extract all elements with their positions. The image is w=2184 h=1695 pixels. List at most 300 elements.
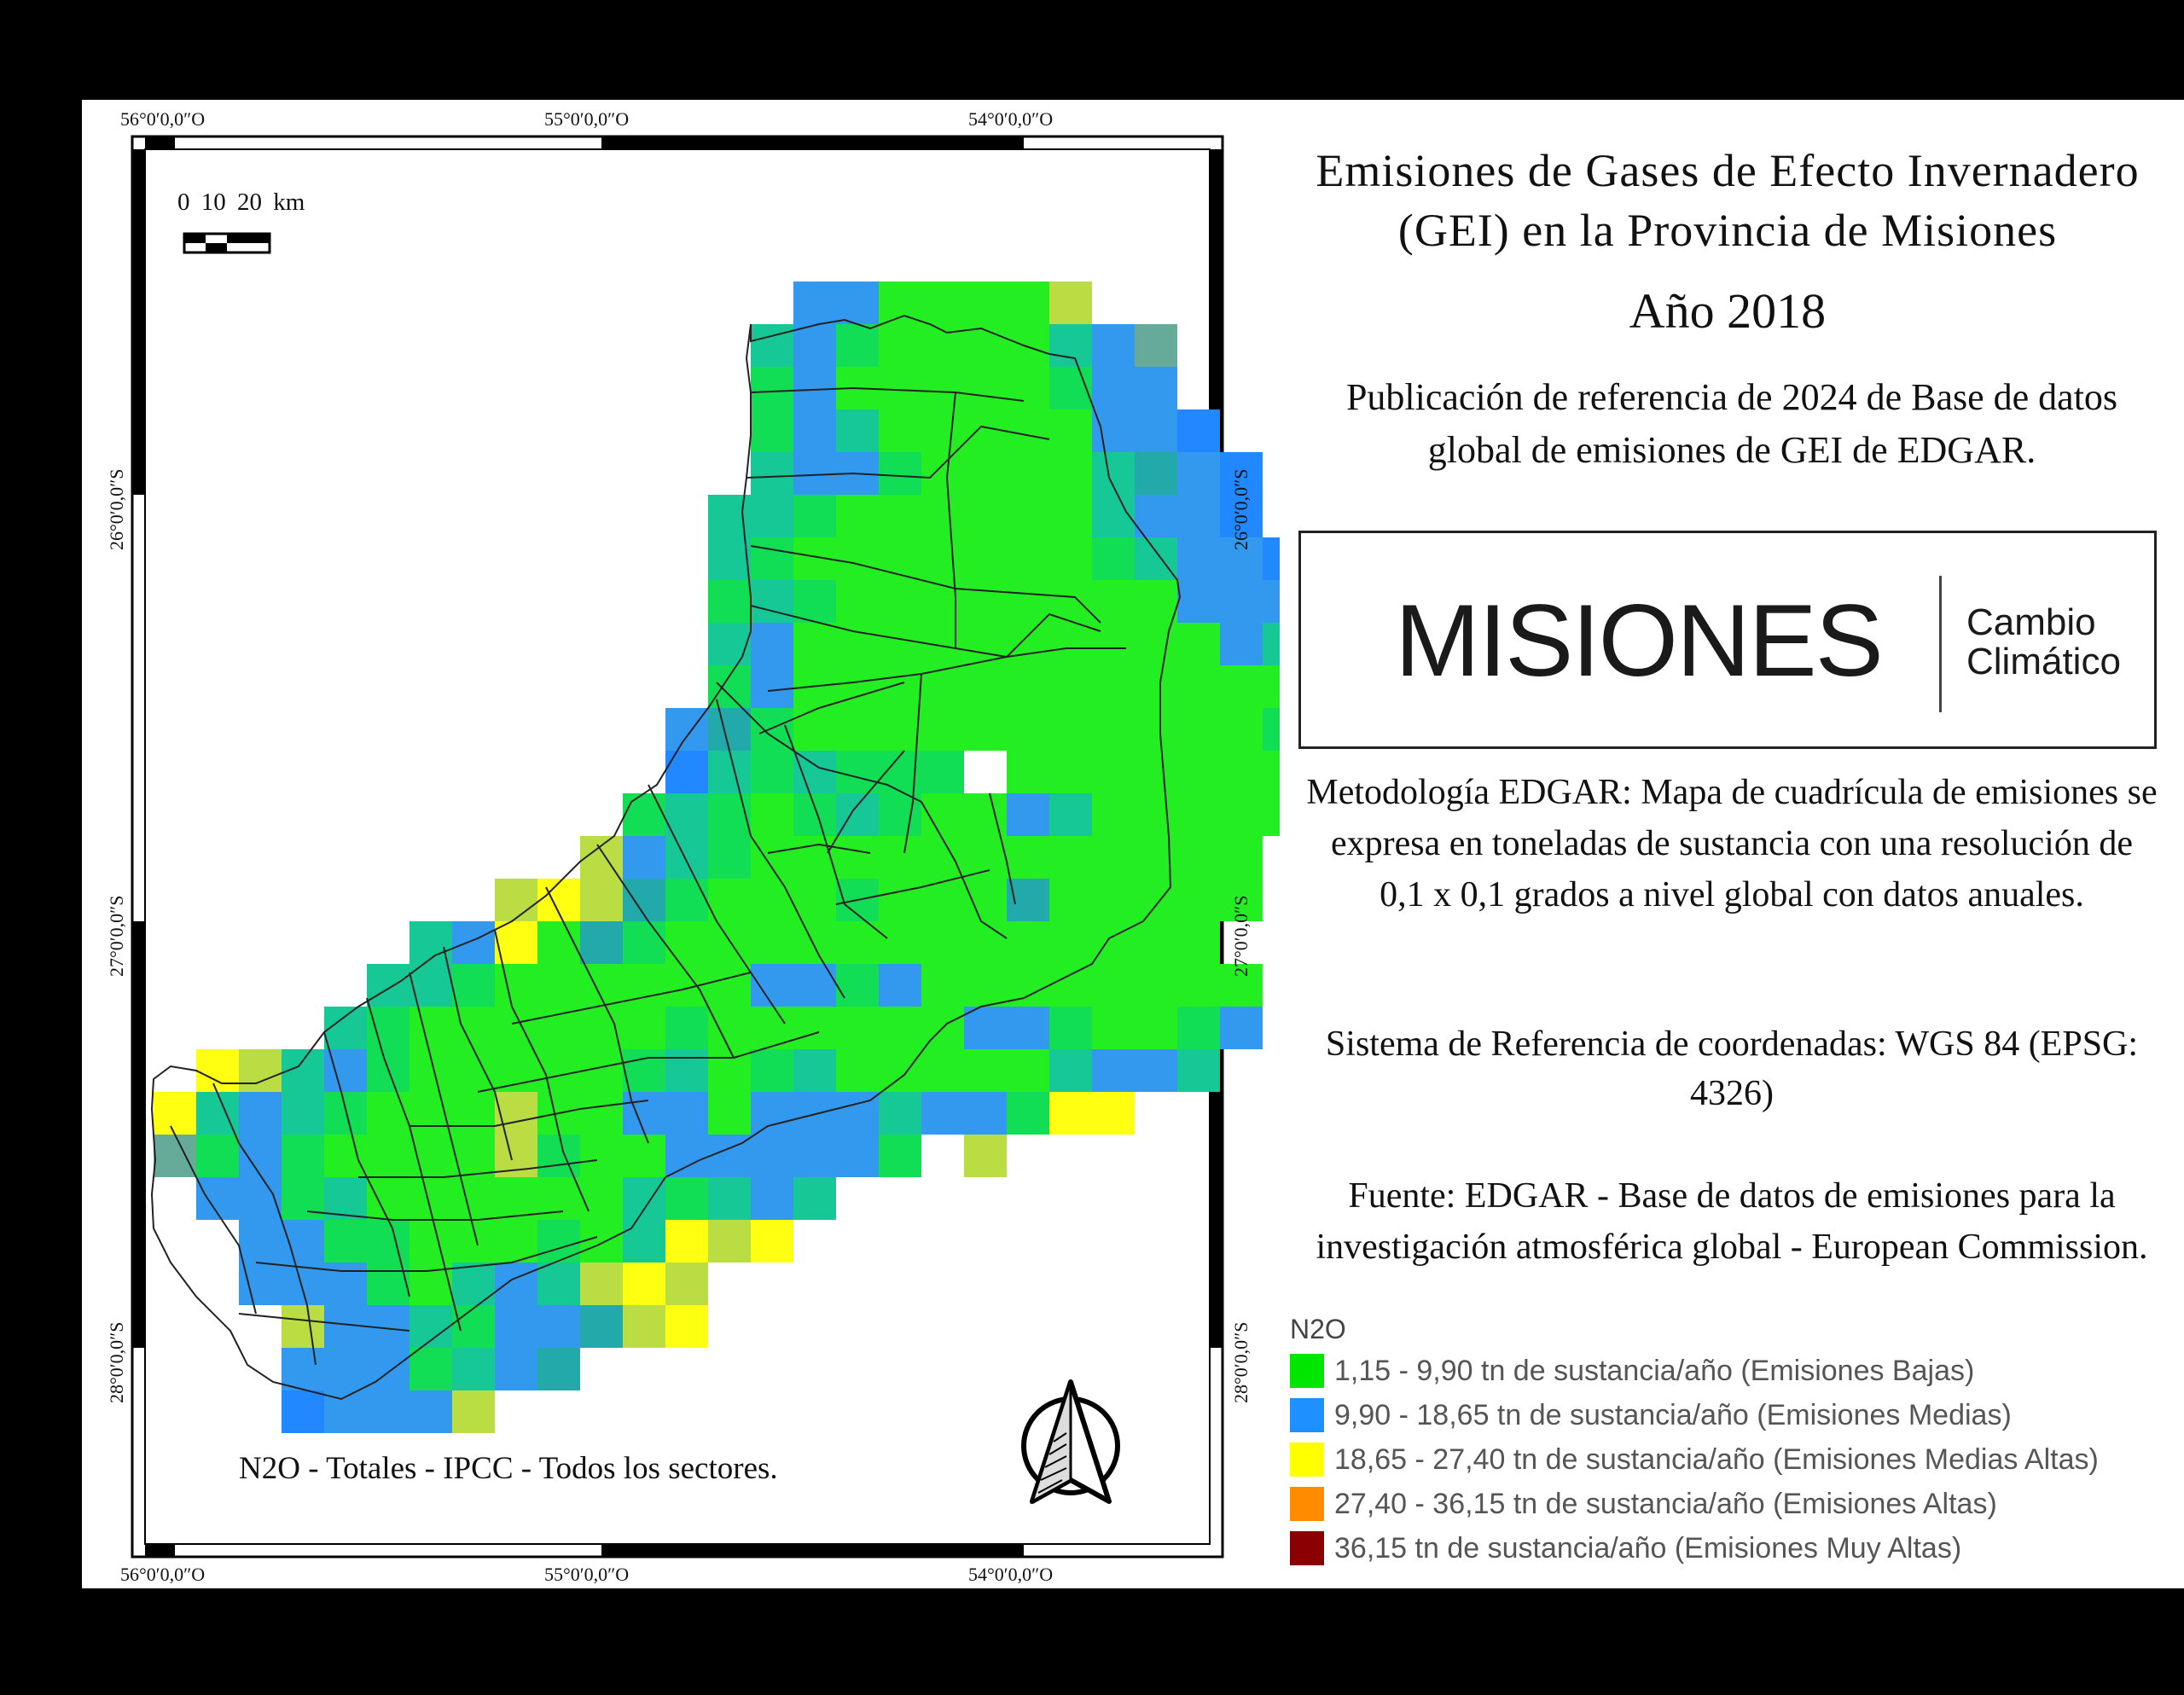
grid-cell xyxy=(580,1007,623,1049)
grid-cell xyxy=(1049,623,1092,665)
grid-cell xyxy=(879,793,921,836)
grid-cell xyxy=(964,452,1007,495)
right-lat-label-3: 28°0′0,0″S xyxy=(1230,1321,1252,1403)
logo-separator xyxy=(1939,576,1942,712)
grid-cell xyxy=(1092,580,1135,623)
grid-cell xyxy=(1135,623,1177,665)
grid-cell xyxy=(1220,580,1263,623)
grid-cell xyxy=(964,879,1007,921)
grid-cell xyxy=(1177,1049,1220,1092)
grid-cell xyxy=(282,1135,324,1177)
grid-cell xyxy=(1092,623,1135,665)
grid-cell xyxy=(921,1092,964,1135)
grid-cell xyxy=(1092,409,1135,452)
grid-cell xyxy=(623,1305,665,1348)
grid-cell xyxy=(879,964,921,1007)
grid-cell xyxy=(708,580,751,623)
grid-cell xyxy=(1263,623,1280,665)
grid-cell xyxy=(964,921,1007,964)
grid-cell xyxy=(751,623,793,665)
grid-cell xyxy=(1135,751,1177,793)
grid-cell xyxy=(879,836,921,879)
grid-cell xyxy=(751,1177,793,1220)
grid-cell xyxy=(1092,324,1135,367)
scale-bar xyxy=(184,234,270,253)
grid-cell xyxy=(665,708,708,751)
grid-cell xyxy=(282,1177,324,1220)
grid-cell xyxy=(751,836,793,879)
grid-cell xyxy=(964,793,1007,836)
grid-cell xyxy=(665,1135,708,1177)
grid-cell xyxy=(964,367,1007,409)
grid-cell xyxy=(367,1092,410,1135)
grid-cell xyxy=(1263,793,1280,836)
grid-cell xyxy=(410,1092,452,1135)
grid-cell xyxy=(836,537,879,580)
grid-cell xyxy=(921,751,964,793)
grid-cell xyxy=(1092,1092,1135,1135)
grid-cell xyxy=(537,879,580,921)
grid-cell xyxy=(708,836,751,879)
grid-cell xyxy=(665,879,708,921)
legend-title: N2O xyxy=(1290,1314,1346,1344)
grid-cell xyxy=(879,1135,921,1177)
grid-cell xyxy=(324,1220,367,1263)
grid-cell xyxy=(1092,708,1135,751)
grid-cell xyxy=(1049,964,1092,1007)
grid-cell xyxy=(1092,793,1135,836)
bottom-lon-label-3: 54°0′0,0″O xyxy=(968,1564,1054,1585)
grid-cell xyxy=(1135,793,1177,836)
grid-cell xyxy=(879,409,921,452)
grid-cell xyxy=(665,1177,708,1220)
grid-cell xyxy=(793,1177,836,1220)
grid-cell xyxy=(751,921,793,964)
source-text: Fuente: EDGAR - Base de datos de emisiones para la investigación atmosférica global - European Commission. xyxy=(1316,1176,2148,1267)
grid-cell xyxy=(1007,580,1049,623)
grid-cell xyxy=(1049,1092,1092,1135)
grid-cell xyxy=(1135,580,1177,623)
grid-cell xyxy=(964,537,1007,580)
logo-subtitle xyxy=(1966,603,2121,682)
grid-cell xyxy=(623,921,665,964)
grid-cell xyxy=(1177,793,1220,836)
grid-cell xyxy=(452,921,495,964)
grid-cell xyxy=(964,836,1007,879)
grid-cell xyxy=(580,1135,623,1177)
grid-cell xyxy=(282,1305,324,1348)
grid-cell xyxy=(708,751,751,793)
grid-cell xyxy=(1049,1007,1092,1049)
grid-cell xyxy=(708,964,751,1007)
legend-item-high xyxy=(1290,1482,2099,1526)
grid-cell xyxy=(751,452,793,495)
grid-cell xyxy=(751,1135,793,1177)
grid-cell xyxy=(1135,665,1177,708)
grid-cell xyxy=(1092,751,1135,793)
legend-item-low xyxy=(1290,1349,2099,1393)
grid-cell xyxy=(793,282,836,324)
top-lon-label-2: 55°0′0,0″O xyxy=(544,108,630,130)
grid-cell xyxy=(751,964,793,1007)
grid-cell xyxy=(452,1305,495,1348)
grid-cell xyxy=(239,1049,282,1092)
grid-cell xyxy=(1007,1007,1049,1049)
crs-text: Sistema de Referencia de coordenadas: WGS 84 (EPSG: 4326) xyxy=(1325,1025,2139,1113)
grid-cell xyxy=(921,495,964,537)
legend-item-medium-high xyxy=(1290,1437,2099,1482)
grid-cell xyxy=(1177,879,1220,921)
grid-cell xyxy=(708,1049,751,1092)
grid-cell xyxy=(537,964,580,1007)
grid-cell xyxy=(921,580,964,623)
grid-cell xyxy=(1092,665,1135,708)
grid-cell xyxy=(665,1220,708,1263)
grid-cell xyxy=(1135,1007,1177,1049)
map-title: Emisiones de Gases de Efecto Invernadero (GEI) en la Provincia de Misiones xyxy=(1316,145,2140,256)
grid-cell xyxy=(410,1007,452,1049)
publication-note: Publicación de referencia de 2024 de Base de datos global de emisiones de GEI de EDGAR. xyxy=(1345,376,2118,471)
legend xyxy=(1290,1314,2099,1570)
grid-cell xyxy=(708,708,751,751)
grid-cell xyxy=(793,921,836,964)
grid-cell xyxy=(1007,921,1049,964)
grid-cell xyxy=(1007,324,1049,367)
grid-cell xyxy=(665,1305,708,1348)
grid-cell xyxy=(1049,921,1092,964)
grid-cell xyxy=(1049,1049,1092,1092)
grid-cell xyxy=(324,1135,367,1177)
grid-cell xyxy=(537,1348,580,1390)
grid-cell xyxy=(495,1305,537,1348)
methodology-text: Metodología EDGAR: Mapa de cuadrícula de emisiones se expresa en toneladas de sustancia con una resolución de 0,1 x 0,1 grados a nivel global con datos anuales. xyxy=(1306,773,2158,914)
grid-cell xyxy=(921,921,964,964)
grid-cell xyxy=(623,1135,665,1177)
grid-cell xyxy=(1177,623,1220,665)
top-lon-label-3: 54°0′0,0″O xyxy=(968,108,1054,130)
grid-cell xyxy=(537,1305,580,1348)
grid-cell xyxy=(1049,879,1092,921)
grid-cell xyxy=(921,964,964,1007)
grid-cell xyxy=(751,1220,793,1263)
logo-subtitle-line-1: Cambio xyxy=(1966,601,2096,643)
grid-cell xyxy=(324,1092,367,1135)
grid-cell xyxy=(836,1049,879,1092)
grid-cell xyxy=(1007,409,1049,452)
scale-bar-label: 0 10 20 km xyxy=(177,189,305,216)
grid-cell xyxy=(1177,537,1220,580)
grid-cell xyxy=(793,367,836,409)
grid-cell xyxy=(623,793,665,836)
grid-cell xyxy=(665,1263,708,1305)
grid-cell xyxy=(1007,1092,1049,1135)
grid-cell xyxy=(580,1263,623,1305)
grid-cell xyxy=(410,1390,452,1433)
legend-swatch xyxy=(1290,1442,1324,1477)
grid-cell xyxy=(793,324,836,367)
grid-cell xyxy=(751,665,793,708)
grid-cell xyxy=(1007,879,1049,921)
misiones-logo xyxy=(1298,531,2157,749)
logo-subtitle-line-2: Climático xyxy=(1966,641,2121,682)
grid-cell xyxy=(452,1390,495,1433)
grid-cell xyxy=(793,495,836,537)
grid-cell xyxy=(1007,282,1049,324)
legend-label: 18,65 - 27,40 tn de sustancia/año (Emisiones Medias Altas) xyxy=(1334,1442,2099,1476)
grid-cell xyxy=(793,793,836,836)
grid-cell xyxy=(665,836,708,879)
grid-cell xyxy=(410,1220,452,1263)
grid-cell xyxy=(751,537,793,580)
grid-cell xyxy=(1007,537,1049,580)
grid-cell xyxy=(708,1007,751,1049)
grid-cell xyxy=(1007,793,1049,836)
grid-cell xyxy=(836,282,879,324)
grid-cell xyxy=(580,1092,623,1135)
grid-cell xyxy=(751,324,793,367)
grid-cell xyxy=(836,324,879,367)
grid-cell xyxy=(879,495,921,537)
right-lat-label-2: 27°0′0,0″S xyxy=(1230,895,1252,977)
bottom-lon-label-2: 55°0′0,0″O xyxy=(544,1564,630,1585)
grid-cell xyxy=(452,1348,495,1390)
logo-wordmark: MISIONES xyxy=(1395,583,1882,698)
grid-cell xyxy=(879,324,921,367)
grid-cell xyxy=(793,623,836,665)
grid-cell xyxy=(1177,1007,1220,1049)
grid-cell xyxy=(1135,452,1177,495)
grid-cell xyxy=(879,1049,921,1092)
grid-cell xyxy=(367,1220,410,1263)
grid-cell xyxy=(239,1135,282,1177)
grid-cell xyxy=(623,1177,665,1220)
grid-cell xyxy=(1220,623,1263,665)
grid-cell xyxy=(452,1263,495,1305)
grid-cell xyxy=(665,1049,708,1092)
grid-cell xyxy=(1177,836,1220,879)
grid-cell xyxy=(964,495,1007,537)
grid-cell xyxy=(879,921,921,964)
grid-cell xyxy=(1007,623,1049,665)
grid-cell xyxy=(708,623,751,665)
grid-cell xyxy=(623,1049,665,1092)
grid-cell xyxy=(1007,367,1049,409)
grid-cell xyxy=(751,409,793,452)
grid-cell xyxy=(495,1348,537,1390)
top-lon-label-1: 56°0′0,0″O xyxy=(120,108,206,130)
grid-cell xyxy=(1135,324,1177,367)
grid-cell xyxy=(623,836,665,879)
grid-cell xyxy=(793,1092,836,1135)
legend-swatch xyxy=(1290,1487,1324,1521)
map-caption: N2O - Totales - IPCC - Todos los sectores. xyxy=(239,1451,778,1486)
grid-cell xyxy=(751,1092,793,1135)
grid-cell xyxy=(708,793,751,836)
grid-cell xyxy=(1007,495,1049,537)
grid-cell xyxy=(836,921,879,964)
grid-cell xyxy=(495,1007,537,1049)
grid-cell xyxy=(1177,495,1220,537)
grid-cell xyxy=(1135,921,1177,964)
legend-item-very-high xyxy=(1290,1526,2099,1570)
grid-cell xyxy=(793,751,836,793)
grid-cell xyxy=(1220,836,1263,879)
grid-cell xyxy=(580,879,623,921)
grid-cell xyxy=(1135,836,1177,879)
grid-cell xyxy=(367,1007,410,1049)
grid-cell xyxy=(1007,1049,1049,1092)
grid-cell xyxy=(239,1092,282,1135)
grid-cell xyxy=(154,1135,196,1177)
grid-cell xyxy=(964,1049,1007,1092)
grid-cell xyxy=(452,1092,495,1135)
grid-cell xyxy=(1049,324,1092,367)
grid-cell xyxy=(495,879,537,921)
grid-cell xyxy=(708,1220,751,1263)
grid-cell xyxy=(452,1049,495,1092)
grid-cell xyxy=(324,1348,367,1390)
grid-cell xyxy=(367,1390,410,1433)
grid-cell xyxy=(1220,1007,1263,1049)
left-lat-label-2: 27°0′0,0″S xyxy=(106,895,127,977)
grid-cell xyxy=(921,282,964,324)
grid-cell xyxy=(1220,665,1263,708)
grid-cell xyxy=(239,1220,282,1263)
grid-cell xyxy=(921,1049,964,1092)
grid-cell xyxy=(921,537,964,580)
grid-cell xyxy=(879,665,921,708)
grid-cell xyxy=(751,751,793,793)
grid-cell xyxy=(1135,409,1177,452)
grid-cell xyxy=(708,879,751,921)
grid-cell xyxy=(751,879,793,921)
grid-cell xyxy=(921,409,964,452)
grid-cell xyxy=(665,751,708,793)
grid-cell xyxy=(1007,665,1049,708)
grid-cell xyxy=(1092,367,1135,409)
grid-cell xyxy=(1049,495,1092,537)
grid-cell xyxy=(452,964,495,1007)
grid-cell xyxy=(964,665,1007,708)
grid-cell xyxy=(537,1135,580,1177)
grid-cell xyxy=(964,282,1007,324)
grid-cell xyxy=(495,1092,537,1135)
grid-cell xyxy=(1135,537,1177,580)
grid-cell xyxy=(751,580,793,623)
grid-cell xyxy=(282,1348,324,1390)
grid-cell xyxy=(324,1263,367,1305)
grid-cell xyxy=(1263,751,1280,793)
grid-cell xyxy=(1092,964,1135,1007)
grid-cell xyxy=(1092,921,1135,964)
grid-cell xyxy=(282,1390,324,1433)
grid-cell xyxy=(1049,452,1092,495)
grid-cell xyxy=(1049,409,1092,452)
grid-cell xyxy=(879,537,921,580)
legend-swatch xyxy=(1290,1398,1324,1432)
grid-cell xyxy=(1220,751,1263,793)
grid-cell xyxy=(1263,665,1280,708)
grid-cell xyxy=(580,1220,623,1263)
grid-cell xyxy=(921,836,964,879)
grid-cell xyxy=(1177,665,1220,708)
legend-swatch xyxy=(1290,1531,1324,1565)
grid-cell xyxy=(751,793,793,836)
grid-cell xyxy=(1092,836,1135,879)
grid-cell xyxy=(537,1007,580,1049)
grid-cell xyxy=(367,1135,410,1177)
grid-cell xyxy=(751,1049,793,1092)
grid-cell xyxy=(495,964,537,1007)
grid-cell xyxy=(793,409,836,452)
grid-cell xyxy=(1049,751,1092,793)
grid-cell xyxy=(665,793,708,836)
grid-cell xyxy=(1177,409,1220,452)
grid-cell xyxy=(196,1135,239,1177)
grid-cell xyxy=(367,1348,410,1390)
grid-cell xyxy=(793,580,836,623)
grid-cell xyxy=(1220,793,1263,836)
grid-cell xyxy=(1263,708,1280,751)
grid-cell xyxy=(793,879,836,921)
grid-cell xyxy=(1177,708,1220,751)
left-lat-label-3: 28°0′0,0″S xyxy=(106,1321,127,1403)
grid-cell xyxy=(964,1135,1007,1177)
grid-cell xyxy=(793,1135,836,1177)
grid-cell xyxy=(1092,452,1135,495)
grid-cell xyxy=(580,1305,623,1348)
grid-cell xyxy=(1177,452,1220,495)
grid-cell xyxy=(495,1263,537,1305)
grid-cell xyxy=(793,1049,836,1092)
grid-cell xyxy=(580,921,623,964)
grid-cell xyxy=(1007,836,1049,879)
grid-cell xyxy=(1092,1049,1135,1092)
legend-label: 27,40 - 36,15 tn de sustancia/año (Emisiones Altas) xyxy=(1334,1487,1997,1520)
grid-cell xyxy=(879,708,921,751)
grid-cell xyxy=(410,1348,452,1390)
grid-cell xyxy=(665,921,708,964)
grid-cell xyxy=(1049,282,1092,324)
grid-cell xyxy=(282,1092,324,1135)
grid-cell xyxy=(196,1049,239,1092)
grid-cell xyxy=(367,1177,410,1220)
grid-cell xyxy=(708,921,751,964)
left-lat-label-1: 26°0′0,0″S xyxy=(106,468,127,550)
legend-label: 9,90 - 18,65 tn de sustancia/año (Emisiones Medias) xyxy=(1334,1398,2012,1431)
grid-cell xyxy=(495,1177,537,1220)
grid-cell xyxy=(1049,793,1092,836)
grid-cell xyxy=(1135,367,1177,409)
grid-cell xyxy=(879,623,921,665)
grid-cell xyxy=(1135,708,1177,751)
legend-swatch xyxy=(1290,1354,1324,1388)
grid-cell xyxy=(1177,921,1220,964)
grid-cell xyxy=(1007,751,1049,793)
grid-cell xyxy=(793,708,836,751)
grid-cell xyxy=(623,1220,665,1263)
grid-cell xyxy=(836,580,879,623)
grid-cell xyxy=(580,1177,623,1220)
grid-cell xyxy=(836,836,879,879)
grid-cell xyxy=(452,1177,495,1220)
grid-cell xyxy=(537,1220,580,1263)
grid-cell xyxy=(1263,537,1280,580)
grid-cell xyxy=(708,1177,751,1220)
grid-cell xyxy=(751,1007,793,1049)
grid-cell xyxy=(1049,665,1092,708)
grid-cell xyxy=(964,580,1007,623)
